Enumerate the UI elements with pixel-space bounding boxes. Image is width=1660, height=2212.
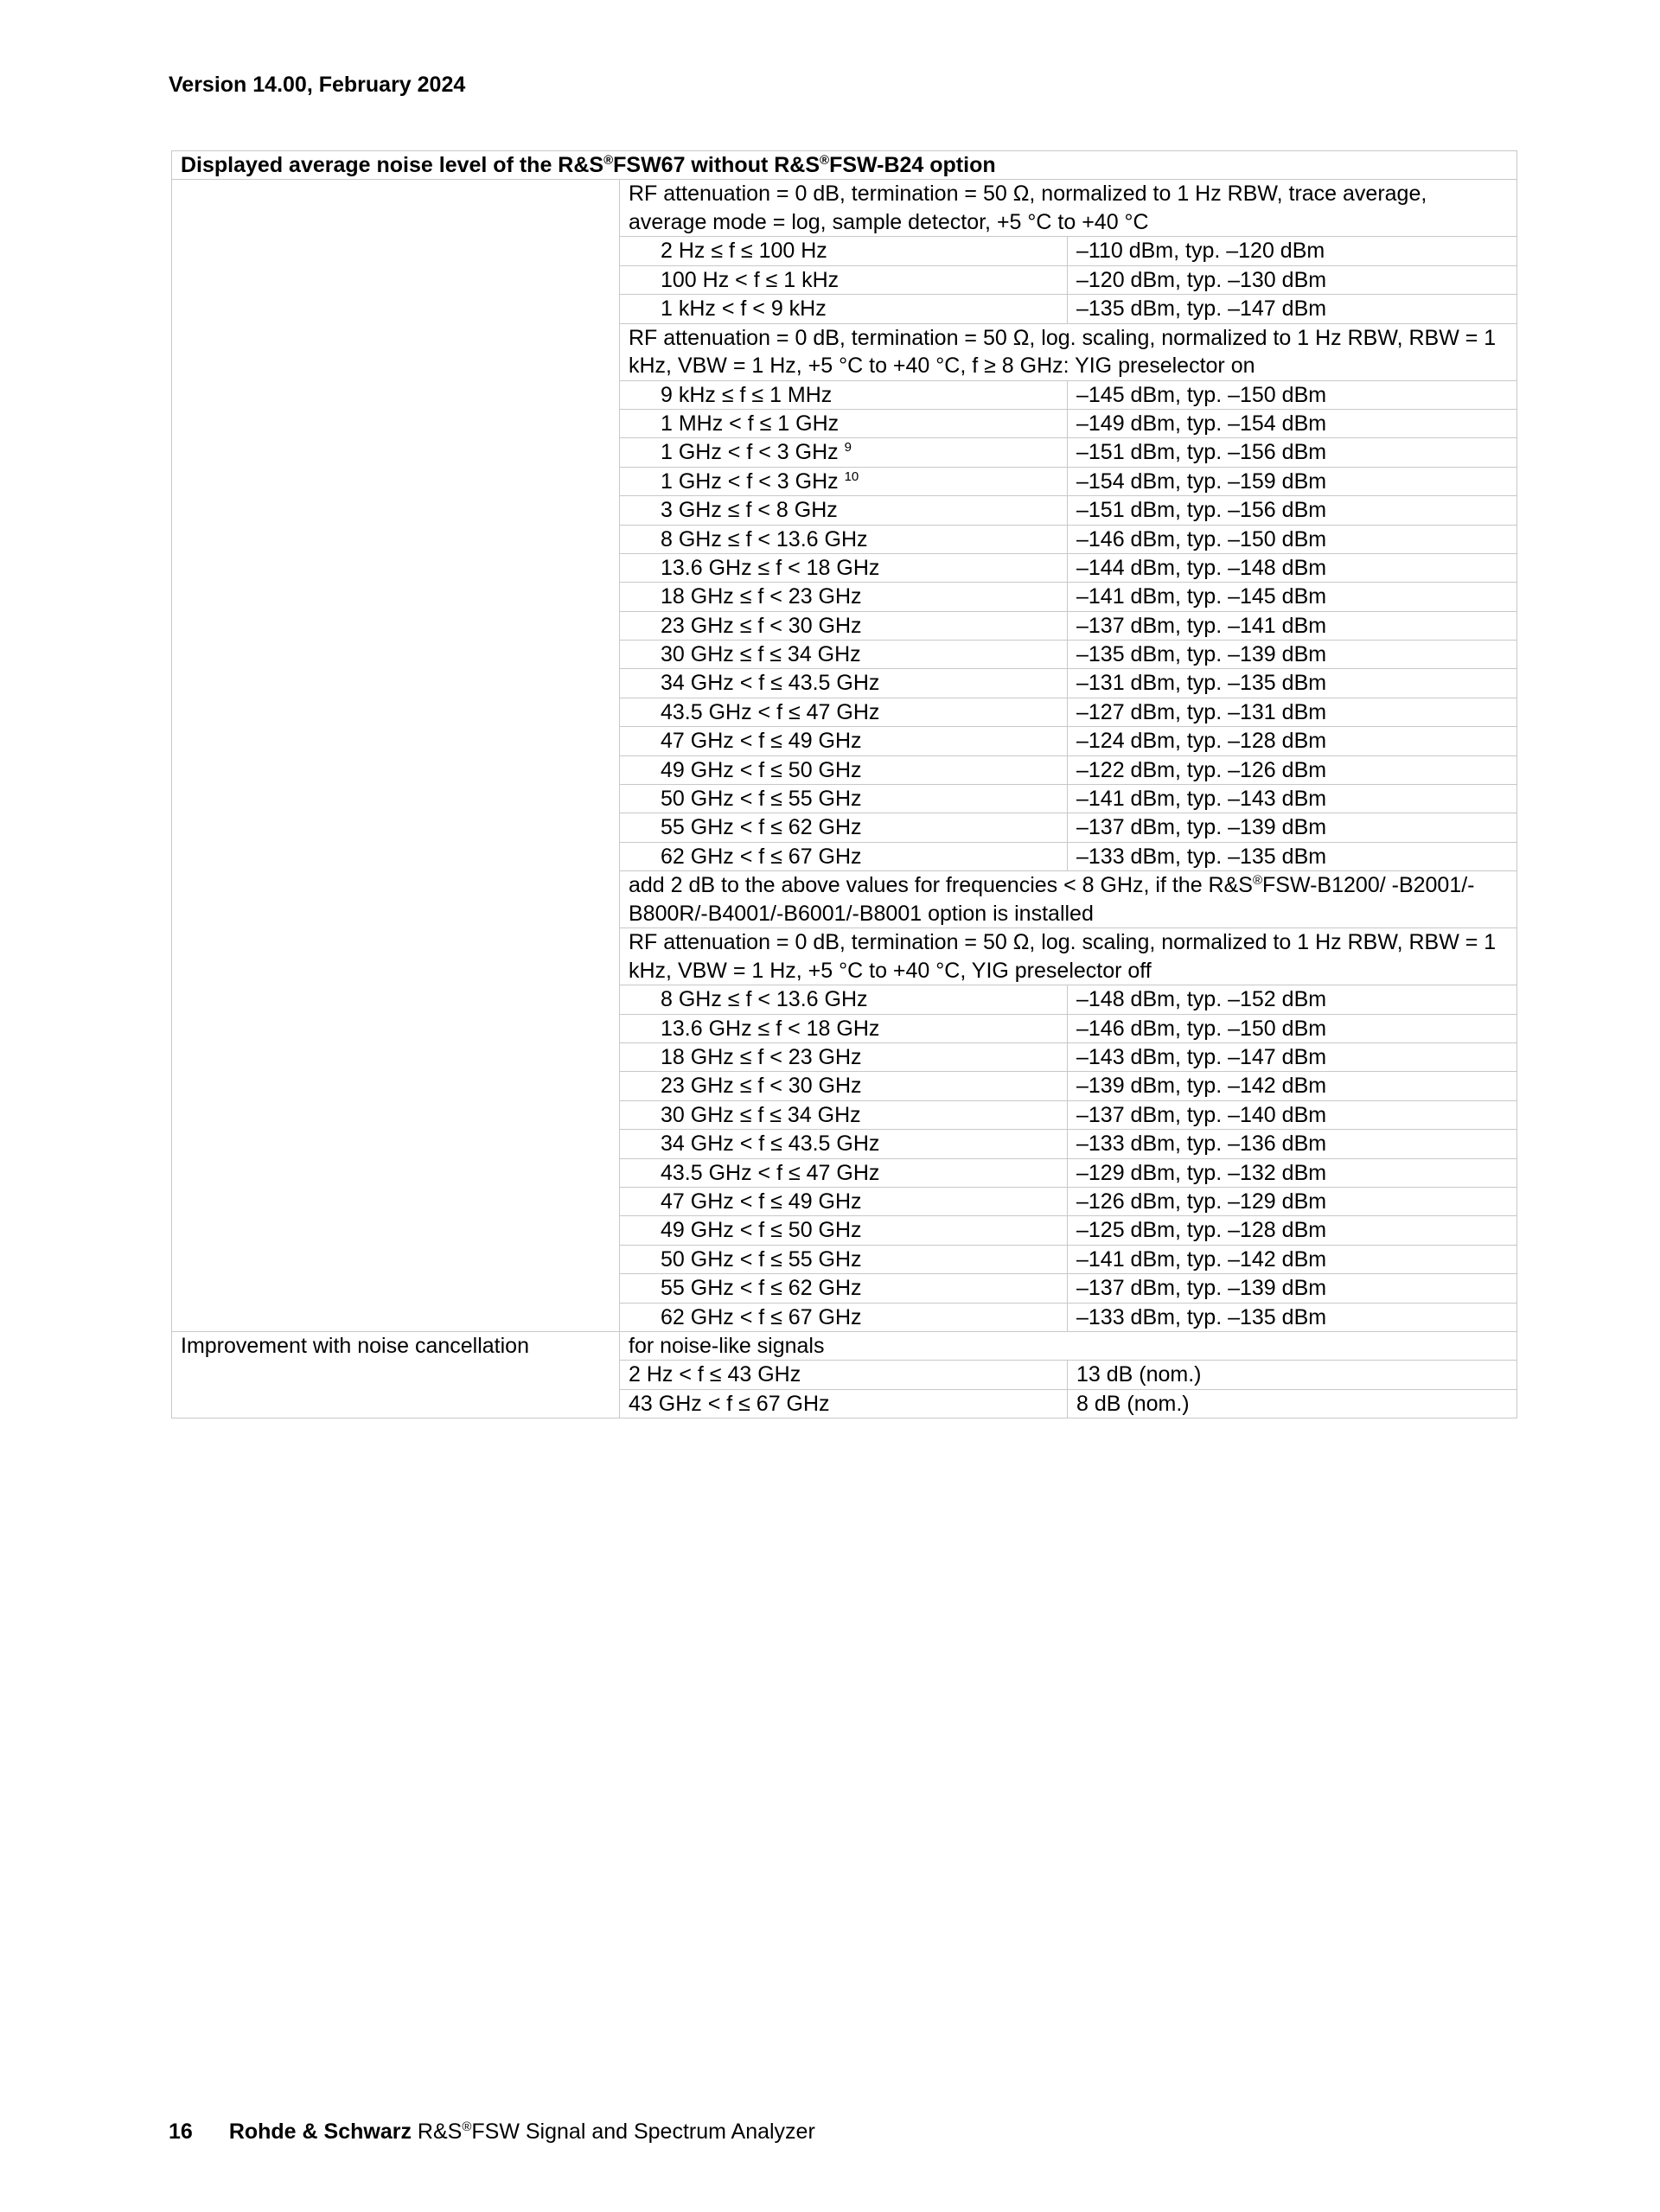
frequency-range-text: 100 Hz < f ≤ 1 kHz — [661, 267, 840, 292]
frequency-range-text: 43.5 GHz < f ≤ 47 GHz — [661, 1160, 880, 1185]
frequency-range-text: 49 GHz < f ≤ 50 GHz — [661, 757, 862, 782]
noise-level-value: –154 dBm, typ. –159 dBm — [1068, 467, 1517, 495]
frequency-range — [620, 641, 1068, 669]
frequency-range — [620, 1274, 1068, 1303]
noise-level-value: –127 dBm, typ. –131 dBm — [1068, 698, 1517, 726]
frequency-range — [620, 698, 1068, 726]
footer-brand: Rohde & Schwarz — [228, 2120, 412, 2144]
frequency-range-text: 23 GHz ≤ f < 30 GHz — [661, 1074, 862, 1099]
footer-product: R&S®FSW Signal and Spectrum Analyzer — [417, 2120, 815, 2144]
noise-level-value: –124 dBm, typ. –128 dBm — [1068, 727, 1517, 755]
noise-level-value: –151 dBm, typ. –156 dBm — [1068, 496, 1517, 525]
footnote-ref: 10 — [844, 469, 859, 484]
noise-level-value: –133 dBm, typ. –136 dBm — [1068, 1130, 1517, 1158]
frequency-range — [620, 380, 1068, 409]
frequency-range — [620, 1042, 1068, 1071]
noise-level-value: –149 dBm, typ. –154 dBm — [1068, 409, 1517, 437]
spec-table-body — [172, 151, 1517, 1418]
frequency-range — [620, 583, 1068, 611]
frequency-range-text: 8 GHz ≤ f < 13.6 GHz — [661, 526, 868, 551]
noise-level-value: –148 dBm, typ. –152 dBm — [1068, 985, 1517, 1014]
noise-level-value: –141 dBm, typ. –142 dBm — [1068, 1245, 1517, 1273]
noise-level-value: –145 dBm, typ. –150 dBm — [1068, 380, 1517, 409]
footnote-ref: 9 — [844, 440, 852, 456]
frequency-range-text: 2 Hz ≤ f ≤ 100 Hz — [661, 239, 827, 264]
frequency-range — [620, 1158, 1068, 1187]
frequency-range — [620, 985, 1068, 1014]
frequency-range-text: 47 GHz < f ≤ 49 GHz — [661, 729, 862, 754]
noise-level-value: –151 dBm, typ. –156 dBm — [1068, 438, 1517, 467]
frequency-range — [620, 1014, 1068, 1042]
frequency-range — [620, 525, 1068, 553]
noise-cancellation-row — [172, 1331, 1517, 1360]
frequency-range: 43 GHz < f ≤ 67 GHz — [620, 1389, 1068, 1418]
frequency-range-text: 18 GHz ≤ f < 23 GHz — [661, 584, 862, 609]
frequency-range — [620, 1072, 1068, 1100]
frequency-range — [620, 813, 1068, 842]
frequency-range — [620, 1187, 1068, 1215]
frequency-range-text: 49 GHz < f ≤ 50 GHz — [661, 1218, 862, 1243]
frequency-range-text: 1 GHz < f < 3 GHz — [661, 440, 839, 465]
noise-level-value: –139 dBm, typ. –142 dBm — [1068, 1072, 1517, 1100]
frequency-range-text: 8 GHz ≤ f < 13.6 GHz — [661, 987, 868, 1012]
frequency-range — [620, 1216, 1068, 1245]
note-text: add 2 dB to the above values for frequencies < 8 GHz, if the R&S®FSW-B1200/ -B2001/-B800R/-B4001/-B6001/-B8001 option is installed — [620, 871, 1517, 928]
noise-cancellation-label: Improvement with noise cancellation — [172, 1331, 620, 1418]
frequency-range-text: 62 GHz < f ≤ 67 GHz — [661, 844, 862, 869]
noise-level-value: –126 dBm, typ. –129 dBm — [1068, 1187, 1517, 1215]
noise-level-value: –146 dBm, typ. –150 dBm — [1068, 1014, 1517, 1042]
frequency-range-text: 47 GHz < f ≤ 49 GHz — [661, 1189, 862, 1214]
registered-mark: ® — [1252, 873, 1263, 889]
frequency-range — [620, 553, 1068, 582]
table-title-row — [172, 151, 1517, 180]
page-number: 16 — [169, 2120, 193, 2144]
frequency-range — [620, 295, 1068, 323]
noise-level-value: –137 dBm, typ. –141 dBm — [1068, 611, 1517, 640]
noise-level-value: –133 dBm, typ. –135 dBm — [1068, 1303, 1517, 1331]
noise-level-value: –110 dBm, typ. –120 dBm — [1068, 237, 1517, 265]
frequency-range-text: 55 GHz < f ≤ 62 GHz — [661, 1276, 862, 1301]
frequency-range — [620, 1130, 1068, 1158]
condition-row — [172, 180, 1517, 237]
noise-level-value: –144 dBm, typ. –148 dBm — [1068, 553, 1517, 582]
improvement-value: 13 dB (nom.) — [1068, 1361, 1517, 1389]
noise-level-value: –133 dBm, typ. –135 dBm — [1068, 842, 1517, 870]
frequency-range — [620, 237, 1068, 265]
frequency-range — [620, 669, 1068, 698]
registered-mark: ® — [462, 2120, 472, 2134]
frequency-range — [620, 409, 1068, 437]
noise-level-value: –141 dBm, typ. –143 dBm — [1068, 785, 1517, 813]
condition-text: RF attenuation = 0 dB, termination = 50 Ω, log. scaling, normalized to 1 Hz RBW, RBW = 1 kHz, VBW = 1 Hz, +5 °C to +40 °C, f ≥ 8 GHz: YIG preselector on — [620, 323, 1517, 380]
frequency-range-text: 13.6 GHz ≤ f < 18 GHz — [661, 555, 880, 580]
registered-mark: ® — [820, 153, 830, 168]
noise-level-spec-table — [171, 150, 1517, 1418]
frequency-range — [620, 1303, 1068, 1331]
noise-level-value: –137 dBm, typ. –139 dBm — [1068, 813, 1517, 842]
frequency-range-text: 1 kHz < f < 9 kHz — [661, 296, 827, 322]
condition-text: RF attenuation = 0 dB, termination = 50 Ω, log. scaling, normalized to 1 Hz RBW, RBW = 1 kHz, VBW = 1 Hz, +5 °C to +40 °C, YIG preselector off — [620, 928, 1517, 985]
frequency-range-text: 13.6 GHz ≤ f < 18 GHz — [661, 1016, 880, 1041]
frequency-range — [620, 496, 1068, 525]
frequency-range — [620, 1100, 1068, 1129]
noise-level-value: –143 dBm, typ. –147 dBm — [1068, 1042, 1517, 1071]
frequency-range-text: 1 GHz < f < 3 GHz — [661, 469, 839, 494]
frequency-range-text: 9 kHz ≤ f ≤ 1 MHz — [661, 382, 833, 407]
frequency-range-text: 62 GHz < f ≤ 67 GHz — [661, 1304, 862, 1329]
registered-mark: ® — [603, 153, 614, 168]
noise-level-value: –131 dBm, typ. –135 dBm — [1068, 669, 1517, 698]
frequency-range-text: 50 GHz < f ≤ 55 GHz — [661, 787, 862, 812]
frequency-range-text: 55 GHz < f ≤ 62 GHz — [661, 815, 862, 840]
noise-level-value: –146 dBm, typ. –150 dBm — [1068, 525, 1517, 553]
frequency-range — [620, 842, 1068, 870]
frequency-range — [620, 611, 1068, 640]
noise-level-value: –141 dBm, typ. –145 dBm — [1068, 583, 1517, 611]
noise-level-value: –135 dBm, typ. –147 dBm — [1068, 295, 1517, 323]
noise-cancellation-condition: for noise-like signals — [620, 1331, 1517, 1360]
frequency-range: 2 Hz < f ≤ 43 GHz — [620, 1361, 1068, 1389]
frequency-range — [620, 438, 1068, 467]
frequency-range-text: 34 GHz < f ≤ 43.5 GHz — [661, 671, 880, 696]
frequency-range-text: 1 MHz < f ≤ 1 GHz — [661, 411, 840, 436]
improvement-value: 8 dB (nom.) — [1068, 1389, 1517, 1418]
frequency-range — [620, 727, 1068, 755]
frequency-range-text: 30 GHz ≤ f ≤ 34 GHz — [661, 1102, 861, 1127]
page-footer — [169, 2120, 815, 2145]
frequency-range — [620, 755, 1068, 784]
noise-level-value: –137 dBm, typ. –140 dBm — [1068, 1100, 1517, 1129]
noise-level-value: –137 dBm, typ. –139 dBm — [1068, 1274, 1517, 1303]
frequency-range-text: 3 GHz ≤ f < 8 GHz — [661, 498, 838, 523]
frequency-range-text: 30 GHz ≤ f ≤ 34 GHz — [661, 642, 861, 667]
noise-level-value: –122 dBm, typ. –126 dBm — [1068, 755, 1517, 784]
condition-text: RF attenuation = 0 dB, termination = 50 Ω, normalized to 1 Hz RBW, trace average, average mode = log, sample detector, +5 °C to +40 °C — [620, 180, 1517, 237]
table-title: Displayed average noise level of the R&S®FSW67 without R&S®FSW-B24 option — [172, 151, 1517, 180]
noise-level-value: –129 dBm, typ. –132 dBm — [1068, 1158, 1517, 1187]
document-version: Version 14.00, February 2024 — [169, 73, 466, 97]
frequency-range-text: 43.5 GHz < f ≤ 47 GHz — [661, 699, 880, 724]
parameter-cell — [172, 180, 620, 1332]
noise-level-value: –135 dBm, typ. –139 dBm — [1068, 641, 1517, 669]
frequency-range — [620, 785, 1068, 813]
noise-level-value: –125 dBm, typ. –128 dBm — [1068, 1216, 1517, 1245]
frequency-range — [620, 1245, 1068, 1273]
frequency-range-text: 23 GHz ≤ f < 30 GHz — [661, 613, 862, 638]
noise-level-value: –120 dBm, typ. –130 dBm — [1068, 265, 1517, 294]
frequency-range — [620, 265, 1068, 294]
frequency-range-text: 18 GHz ≤ f < 23 GHz — [661, 1044, 862, 1069]
frequency-range — [620, 467, 1068, 495]
frequency-range-text: 34 GHz < f ≤ 43.5 GHz — [661, 1131, 880, 1157]
frequency-range-text: 50 GHz < f ≤ 55 GHz — [661, 1246, 862, 1272]
